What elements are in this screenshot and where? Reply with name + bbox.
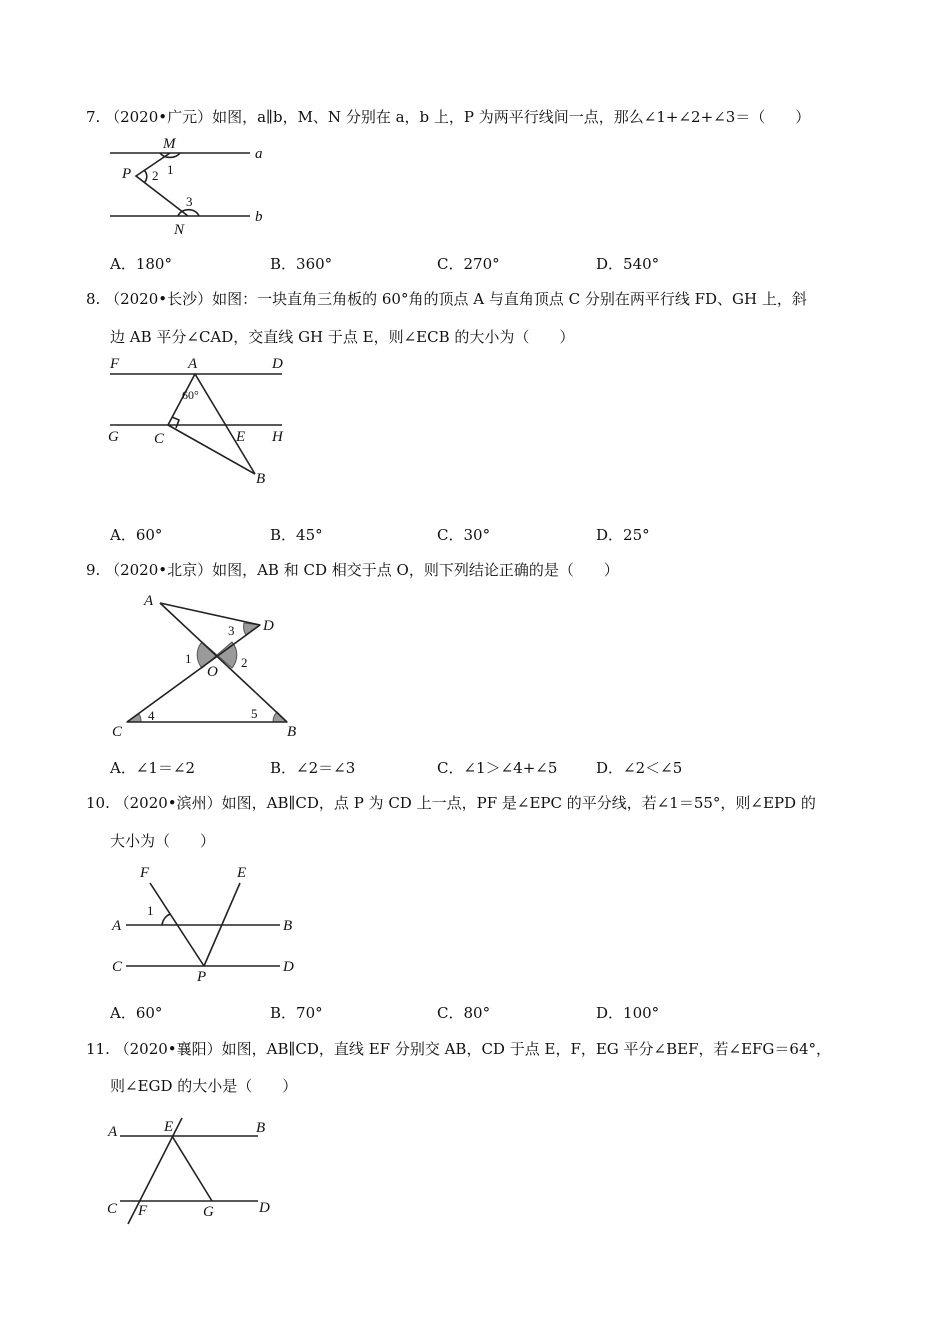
label-A: A bbox=[144, 593, 154, 609]
option-b[interactable]: B．45° bbox=[270, 526, 323, 544]
label-C: C bbox=[154, 431, 165, 447]
label-M: M bbox=[163, 136, 176, 152]
question-11-line-2: 则∠EGD 的大小是（ ） bbox=[110, 1077, 298, 1095]
label-angle-1: 1 bbox=[185, 651, 192, 666]
label-angle-2: 2 bbox=[152, 168, 159, 183]
label-H: H bbox=[272, 429, 283, 445]
option-a[interactable]: A．60° bbox=[110, 526, 163, 544]
question-9-text: 9. （2020•北京）如图，AB 和 CD 相交于点 O，则下列结论正确的是（ ） bbox=[86, 561, 619, 579]
label-A: A bbox=[108, 1124, 118, 1140]
question-10-line-2: 大小为（ ） bbox=[110, 832, 216, 850]
label-F: F bbox=[110, 356, 120, 372]
label-angle-2: 2 bbox=[241, 655, 248, 670]
option-d[interactable]: D．540° bbox=[596, 255, 660, 273]
angle-arc-2 bbox=[144, 170, 147, 183]
label-F: F bbox=[140, 865, 150, 881]
label-C: C bbox=[112, 724, 123, 740]
question-9-figure bbox=[100, 585, 320, 745]
segment-cd bbox=[127, 625, 260, 722]
label-O: O bbox=[207, 664, 218, 680]
label-B: B bbox=[287, 724, 297, 740]
label-B: B bbox=[283, 918, 293, 934]
label-E: E bbox=[164, 1119, 174, 1135]
label-E: E bbox=[236, 429, 246, 445]
label-angle-1: 1 bbox=[147, 903, 154, 918]
label-a: a bbox=[255, 146, 263, 162]
option-d[interactable]: D．100° bbox=[596, 1004, 660, 1022]
label-D: D bbox=[272, 356, 283, 372]
label-F: F bbox=[138, 1203, 148, 1219]
question-11-figure bbox=[100, 1105, 300, 1235]
option-d[interactable]: D．∠2＜∠5 bbox=[596, 759, 683, 777]
label-b: b bbox=[255, 209, 263, 225]
option-a[interactable]: A．∠1＝∠2 bbox=[110, 759, 196, 777]
label-B: B bbox=[256, 1120, 266, 1136]
label-angle-5: 5 bbox=[251, 706, 258, 721]
label-A: A bbox=[112, 918, 122, 934]
question-10-figure bbox=[100, 860, 320, 985]
label-G: G bbox=[108, 429, 119, 445]
label-D: D bbox=[263, 618, 274, 634]
question-7-figure bbox=[100, 130, 280, 240]
option-b[interactable]: B．70° bbox=[270, 1004, 323, 1022]
polyline-mpn bbox=[136, 153, 188, 216]
label-D: D bbox=[259, 1200, 270, 1216]
label-angle-3: 3 bbox=[228, 623, 235, 638]
label-C: C bbox=[107, 1201, 118, 1217]
option-c[interactable]: C．30° bbox=[437, 526, 491, 544]
label-angle-1: 1 bbox=[167, 162, 174, 177]
option-b[interactable]: B．360° bbox=[270, 255, 333, 273]
label-angle-4: 4 bbox=[148, 708, 155, 723]
label-B: B bbox=[256, 471, 266, 487]
label-A: A bbox=[188, 356, 198, 372]
question-8-line-1: 8. （2020•长沙）如图：一块直角三角板的 60°角的顶点 A 与直角顶点 C 分别在两平行线 FD、GH 上，斜 bbox=[86, 290, 807, 308]
line-ef bbox=[128, 1118, 182, 1224]
label-P: P bbox=[122, 166, 132, 182]
option-a[interactable]: A．180° bbox=[110, 255, 172, 273]
option-a[interactable]: A．60° bbox=[110, 1004, 163, 1022]
label-G: G bbox=[203, 1204, 214, 1220]
segment-ab bbox=[195, 374, 255, 474]
label-angle-3: 3 bbox=[186, 194, 193, 209]
question-11-line-1: 11. （2020•襄阳）如图，AB∥CD，直线 EF 分别交 AB，CD 于点 E，F，EG 平分∠BEF，若∠EFG＝64°， bbox=[86, 1040, 831, 1058]
label-P: P bbox=[197, 969, 207, 985]
question-8-figure bbox=[100, 350, 300, 490]
segment-eg bbox=[172, 1136, 212, 1201]
label-angle-60: 60° bbox=[182, 388, 199, 402]
right-angle-mark bbox=[172, 417, 179, 428]
label-D: D bbox=[283, 959, 294, 975]
option-b[interactable]: B．∠2＝∠3 bbox=[270, 759, 356, 777]
label-N: N bbox=[174, 222, 185, 238]
option-c[interactable]: C．∠1＞∠4+∠5 bbox=[437, 759, 558, 777]
option-d[interactable]: D．25° bbox=[596, 526, 650, 544]
question-8-line-2: 边 AB 平分∠CAD，交直线 GH 于点 E，则∠ECB 的大小为（ ） bbox=[110, 328, 575, 346]
segment-ad bbox=[160, 603, 260, 625]
question-10-line-1: 10. （2020•滨州）如图，AB∥CD，点 P 为 CD 上一点，PF 是∠EPC 的平分线，若∠1＝55°，则∠EPD 的 bbox=[86, 794, 816, 812]
option-c[interactable]: C．80° bbox=[437, 1004, 491, 1022]
angle-arc-1 bbox=[162, 914, 170, 925]
question-7-text: 7. （2020•广元）如图，a∥b，M、N 分别在 a，b 上，P 为两平行线间一点，那么∠1+∠2+∠3＝（ ） bbox=[86, 108, 811, 126]
label-E: E bbox=[237, 865, 247, 881]
label-C: C bbox=[112, 959, 123, 975]
option-c[interactable]: C．270° bbox=[437, 255, 500, 273]
